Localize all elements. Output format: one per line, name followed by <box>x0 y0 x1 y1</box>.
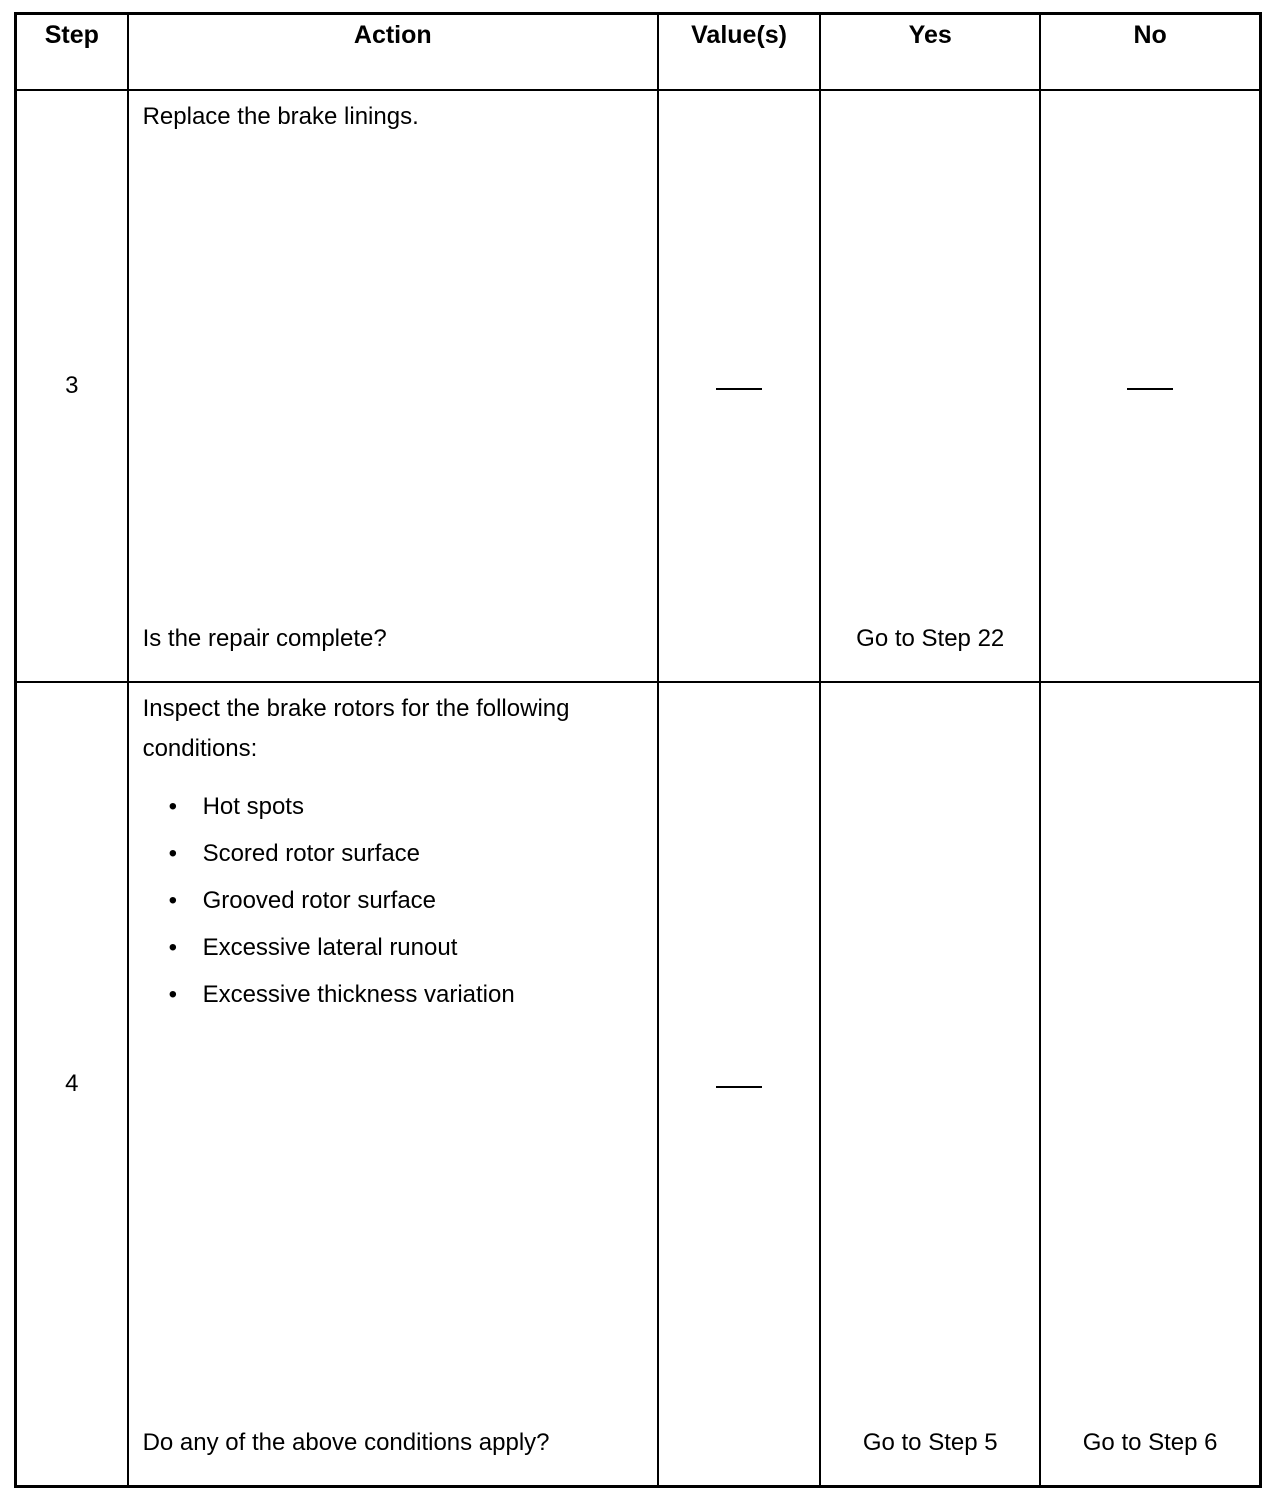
list-item: • Excessive lateral runout <box>169 924 657 971</box>
value-cell <box>658 682 820 1487</box>
bullet-icon: • <box>168 887 177 914</box>
diagnostic-table <box>14 12 1262 1488</box>
action-cell <box>128 90 658 682</box>
bullet-icon: • <box>168 934 177 961</box>
list-item: • Scored rotor surface <box>169 830 657 877</box>
action-question: Do any of the above conditions apply? <box>142 1429 550 1456</box>
table-row-step-4 <box>16 682 1261 1487</box>
no-dash <box>1127 388 1173 390</box>
action-question: Is the repair complete? <box>142 625 387 652</box>
yes-result: Go to Step 22 <box>856 625 1005 652</box>
header-row <box>16 14 1261 91</box>
no-cell <box>1040 90 1260 682</box>
value-dash <box>716 388 762 390</box>
bullet-icon: • <box>168 793 177 820</box>
step-number: 4 <box>16 682 128 1487</box>
table-row-step-3 <box>16 90 1261 682</box>
action-instruction: Inspect the brake rotors for the following conditions: <box>142 695 570 762</box>
header-no: No <box>1040 14 1260 91</box>
no-result: Go to Step 6 <box>1082 1429 1218 1456</box>
value-cell <box>658 90 820 682</box>
header-values: Value(s) <box>658 14 820 91</box>
yes-cell <box>820 682 1040 1487</box>
step-number: 3 <box>16 90 128 682</box>
list-item: • Hot spots <box>169 783 657 830</box>
header-action: Action <box>128 14 658 91</box>
list-item: • Excessive thickness variation <box>169 971 657 1018</box>
action-instruction: Replace the brake linings. <box>142 103 419 130</box>
yes-result: Go to Step 5 <box>862 1429 998 1456</box>
bullet-icon: • <box>168 840 177 867</box>
no-cell <box>1040 682 1260 1487</box>
action-cell <box>128 682 658 1487</box>
condition-list <box>129 783 657 1018</box>
header-step: Step <box>16 14 128 91</box>
header-yes: Yes <box>820 14 1040 91</box>
bullet-icon: • <box>168 981 177 1008</box>
list-item: • Grooved rotor surface <box>169 877 657 924</box>
yes-cell <box>820 90 1040 682</box>
value-dash <box>716 1086 762 1088</box>
